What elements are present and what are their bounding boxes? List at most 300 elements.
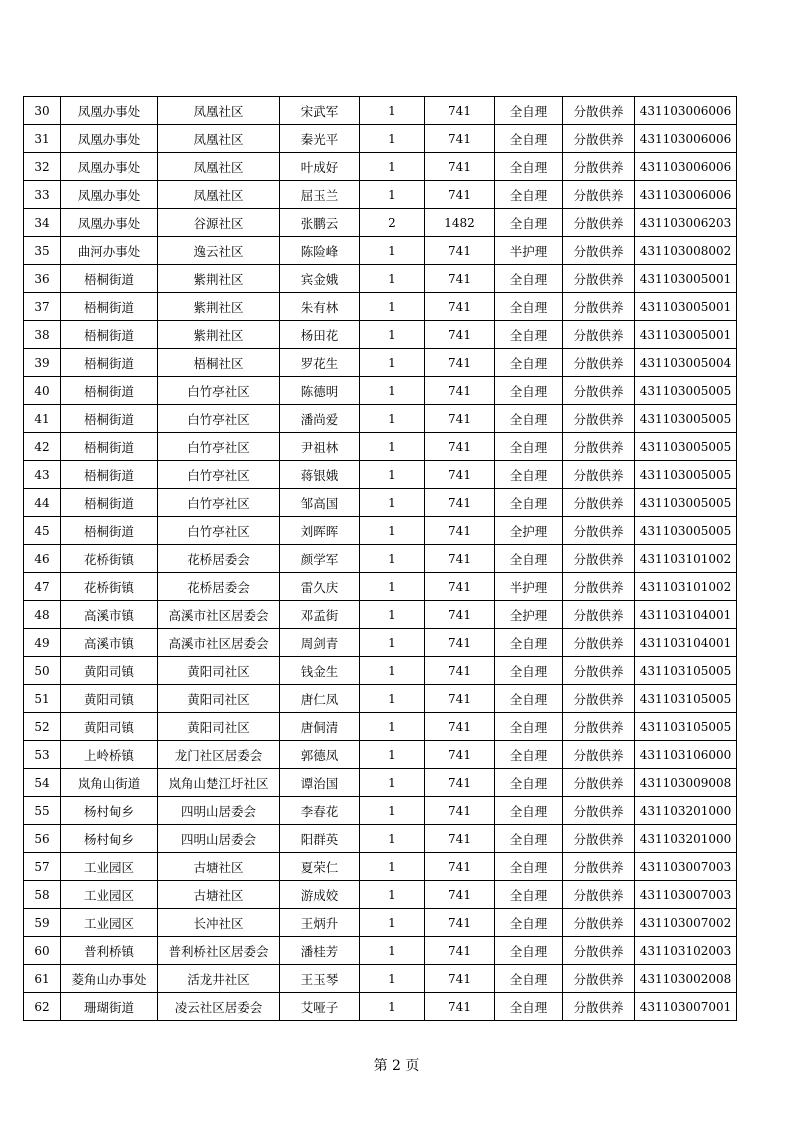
cell-household-count: 1 bbox=[360, 461, 425, 489]
cell-community: 黄阳司社区 bbox=[158, 713, 280, 741]
cell-support-type: 分散供养 bbox=[563, 909, 635, 937]
cell-subdistrict: 梧桐街道 bbox=[61, 405, 158, 433]
cell-support-type: 分散供养 bbox=[563, 293, 635, 321]
cell-support-type: 分散供养 bbox=[563, 825, 635, 853]
cell-household-count: 1 bbox=[360, 237, 425, 265]
cell-row-index: 38 bbox=[24, 321, 61, 349]
cell-row-index: 61 bbox=[24, 965, 61, 993]
cell-area-code: 431103105005 bbox=[635, 657, 737, 685]
cell-subdistrict: 菱角山办事处 bbox=[61, 965, 158, 993]
cell-area-code: 431103106000 bbox=[635, 741, 737, 769]
table-row bbox=[24, 461, 737, 489]
cell-care-level: 全自理 bbox=[495, 713, 563, 741]
cell-community: 古塘社区 bbox=[158, 881, 280, 909]
cell-community: 白竹亭社区 bbox=[158, 461, 280, 489]
cell-amount: 741 bbox=[425, 153, 495, 181]
table-row bbox=[24, 265, 737, 293]
table-row bbox=[24, 937, 737, 965]
cell-amount: 741 bbox=[425, 433, 495, 461]
cell-care-level: 全自理 bbox=[495, 209, 563, 237]
cell-amount: 741 bbox=[425, 657, 495, 685]
cell-person-name: 潘桂芳 bbox=[280, 937, 360, 965]
cell-amount: 741 bbox=[425, 993, 495, 1021]
cell-community: 花桥居委会 bbox=[158, 573, 280, 601]
cell-area-code: 431103005005 bbox=[635, 377, 737, 405]
cell-subdistrict: 凤凰办事处 bbox=[61, 209, 158, 237]
cell-support-type: 分散供养 bbox=[563, 797, 635, 825]
cell-row-index: 34 bbox=[24, 209, 61, 237]
cell-amount: 741 bbox=[425, 713, 495, 741]
cell-area-code: 431103005005 bbox=[635, 405, 737, 433]
cell-household-count: 1 bbox=[360, 769, 425, 797]
table-row bbox=[24, 881, 737, 909]
cell-person-name: 叶成好 bbox=[280, 153, 360, 181]
cell-care-level: 全自理 bbox=[495, 265, 563, 293]
cell-row-index: 53 bbox=[24, 741, 61, 769]
cell-support-type: 分散供养 bbox=[563, 629, 635, 657]
table-row bbox=[24, 909, 737, 937]
cell-care-level: 半护理 bbox=[495, 237, 563, 265]
cell-household-count: 1 bbox=[360, 853, 425, 881]
table-row bbox=[24, 825, 737, 853]
table-row bbox=[24, 713, 737, 741]
cell-subdistrict: 高溪市镇 bbox=[61, 629, 158, 657]
cell-area-code: 431103007003 bbox=[635, 853, 737, 881]
cell-household-count: 1 bbox=[360, 881, 425, 909]
cell-amount: 741 bbox=[425, 629, 495, 657]
table-row bbox=[24, 209, 737, 237]
cell-household-count: 1 bbox=[360, 349, 425, 377]
cell-support-type: 分散供养 bbox=[563, 265, 635, 293]
cell-area-code: 431103104001 bbox=[635, 629, 737, 657]
cell-subdistrict: 曲河办事处 bbox=[61, 237, 158, 265]
cell-amount: 741 bbox=[425, 237, 495, 265]
cell-care-level: 全自理 bbox=[495, 181, 563, 209]
cell-care-level: 全自理 bbox=[495, 853, 563, 881]
cell-care-level: 全自理 bbox=[495, 657, 563, 685]
cell-area-code: 431103005005 bbox=[635, 489, 737, 517]
cell-care-level: 全自理 bbox=[495, 349, 563, 377]
cell-amount: 741 bbox=[425, 741, 495, 769]
cell-amount: 741 bbox=[425, 601, 495, 629]
cell-amount: 741 bbox=[425, 405, 495, 433]
cell-amount: 741 bbox=[425, 573, 495, 601]
cell-care-level: 全自理 bbox=[495, 405, 563, 433]
cell-community: 活龙井社区 bbox=[158, 965, 280, 993]
cell-amount: 741 bbox=[425, 909, 495, 937]
cell-area-code: 431103201000 bbox=[635, 797, 737, 825]
cell-subdistrict: 梧桐街道 bbox=[61, 293, 158, 321]
cell-amount: 741 bbox=[425, 265, 495, 293]
cell-row-index: 32 bbox=[24, 153, 61, 181]
cell-row-index: 57 bbox=[24, 853, 61, 881]
cell-area-code: 431103007002 bbox=[635, 909, 737, 937]
cell-support-type: 分散供养 bbox=[563, 489, 635, 517]
cell-care-level: 全自理 bbox=[495, 321, 563, 349]
table-row bbox=[24, 685, 737, 713]
cell-care-level: 全自理 bbox=[495, 909, 563, 937]
cell-area-code: 431103006006 bbox=[635, 181, 737, 209]
cell-subdistrict: 凤凰办事处 bbox=[61, 125, 158, 153]
cell-subdistrict: 梧桐街道 bbox=[61, 433, 158, 461]
cell-area-code: 431103007003 bbox=[635, 881, 737, 909]
cell-household-count: 1 bbox=[360, 405, 425, 433]
cell-support-type: 分散供养 bbox=[563, 741, 635, 769]
cell-row-index: 52 bbox=[24, 713, 61, 741]
cell-amount: 741 bbox=[425, 293, 495, 321]
table-row bbox=[24, 293, 737, 321]
cell-household-count: 1 bbox=[360, 601, 425, 629]
cell-community: 白竹亭社区 bbox=[158, 433, 280, 461]
table-body bbox=[24, 97, 737, 1021]
cell-care-level: 全自理 bbox=[495, 741, 563, 769]
cell-row-index: 46 bbox=[24, 545, 61, 573]
table-row bbox=[24, 993, 737, 1021]
cell-care-level: 全自理 bbox=[495, 97, 563, 125]
cell-area-code: 431103006006 bbox=[635, 97, 737, 125]
cell-area-code: 431103201000 bbox=[635, 825, 737, 853]
cell-person-name: 潘尚爱 bbox=[280, 405, 360, 433]
cell-care-level: 全自理 bbox=[495, 377, 563, 405]
cell-person-name: 谭治国 bbox=[280, 769, 360, 797]
cell-support-type: 分散供养 bbox=[563, 517, 635, 545]
cell-row-index: 40 bbox=[24, 377, 61, 405]
cell-amount: 741 bbox=[425, 377, 495, 405]
cell-subdistrict: 梧桐街道 bbox=[61, 265, 158, 293]
cell-household-count: 1 bbox=[360, 629, 425, 657]
cell-community: 高溪市社区居委会 bbox=[158, 601, 280, 629]
cell-household-count: 1 bbox=[360, 517, 425, 545]
cell-household-count: 1 bbox=[360, 993, 425, 1021]
cell-community: 凤凰社区 bbox=[158, 153, 280, 181]
table-row bbox=[24, 741, 737, 769]
cell-subdistrict: 高溪市镇 bbox=[61, 601, 158, 629]
table-row bbox=[24, 769, 737, 797]
cell-support-type: 分散供养 bbox=[563, 853, 635, 881]
cell-subdistrict: 梧桐街道 bbox=[61, 349, 158, 377]
cell-person-name: 秦光平 bbox=[280, 125, 360, 153]
cell-care-level: 全自理 bbox=[495, 629, 563, 657]
cell-area-code: 431103006006 bbox=[635, 125, 737, 153]
cell-support-type: 分散供养 bbox=[563, 321, 635, 349]
cell-row-index: 58 bbox=[24, 881, 61, 909]
table-row bbox=[24, 377, 737, 405]
cell-community: 紫荆社区 bbox=[158, 293, 280, 321]
cell-subdistrict: 杨村甸乡 bbox=[61, 825, 158, 853]
cell-care-level: 全自理 bbox=[495, 489, 563, 517]
cell-row-index: 39 bbox=[24, 349, 61, 377]
table-row bbox=[24, 321, 737, 349]
cell-amount: 1482 bbox=[425, 209, 495, 237]
table-row bbox=[24, 97, 737, 125]
cell-care-level: 全自理 bbox=[495, 153, 563, 181]
cell-subdistrict: 梧桐街道 bbox=[61, 321, 158, 349]
table-row bbox=[24, 489, 737, 517]
cell-support-type: 分散供养 bbox=[563, 545, 635, 573]
cell-row-index: 35 bbox=[24, 237, 61, 265]
cell-community: 白竹亭社区 bbox=[158, 517, 280, 545]
cell-row-index: 60 bbox=[24, 937, 61, 965]
beneficiary-table bbox=[23, 96, 737, 1021]
cell-care-level: 全自理 bbox=[495, 881, 563, 909]
cell-subdistrict: 普利桥镇 bbox=[61, 937, 158, 965]
cell-subdistrict: 梧桐街道 bbox=[61, 517, 158, 545]
cell-subdistrict: 岚角山街道 bbox=[61, 769, 158, 797]
cell-row-index: 59 bbox=[24, 909, 61, 937]
cell-support-type: 分散供养 bbox=[563, 937, 635, 965]
cell-person-name: 陈险峰 bbox=[280, 237, 360, 265]
cell-area-code: 431103005005 bbox=[635, 461, 737, 489]
cell-support-type: 分散供养 bbox=[563, 657, 635, 685]
cell-area-code: 431103006006 bbox=[635, 153, 737, 181]
cell-community: 梧桐社区 bbox=[158, 349, 280, 377]
cell-household-count: 1 bbox=[360, 97, 425, 125]
cell-support-type: 分散供养 bbox=[563, 237, 635, 265]
cell-community: 凌云社区居委会 bbox=[158, 993, 280, 1021]
cell-household-count: 1 bbox=[360, 685, 425, 713]
table-row bbox=[24, 349, 737, 377]
table-row bbox=[24, 405, 737, 433]
cell-support-type: 分散供养 bbox=[563, 405, 635, 433]
table-row bbox=[24, 237, 737, 265]
cell-support-type: 分散供养 bbox=[563, 433, 635, 461]
cell-amount: 741 bbox=[425, 825, 495, 853]
table-row bbox=[24, 433, 737, 461]
cell-support-type: 分散供养 bbox=[563, 125, 635, 153]
cell-subdistrict: 凤凰办事处 bbox=[61, 181, 158, 209]
cell-amount: 741 bbox=[425, 349, 495, 377]
cell-care-level: 全自理 bbox=[495, 125, 563, 153]
cell-area-code: 431103002008 bbox=[635, 965, 737, 993]
cell-community: 凤凰社区 bbox=[158, 97, 280, 125]
cell-household-count: 1 bbox=[360, 825, 425, 853]
cell-subdistrict: 黄阳司镇 bbox=[61, 685, 158, 713]
cell-row-index: 31 bbox=[24, 125, 61, 153]
cell-area-code: 431103008002 bbox=[635, 237, 737, 265]
cell-row-index: 30 bbox=[24, 97, 61, 125]
cell-area-code: 431103006203 bbox=[635, 209, 737, 237]
cell-amount: 741 bbox=[425, 965, 495, 993]
cell-subdistrict: 工业园区 bbox=[61, 881, 158, 909]
cell-community: 黄阳司社区 bbox=[158, 657, 280, 685]
cell-community: 凤凰社区 bbox=[158, 181, 280, 209]
cell-area-code: 431103005001 bbox=[635, 265, 737, 293]
cell-support-type: 分散供养 bbox=[563, 881, 635, 909]
cell-person-name: 颜学军 bbox=[280, 545, 360, 573]
cell-support-type: 分散供养 bbox=[563, 993, 635, 1021]
cell-row-index: 43 bbox=[24, 461, 61, 489]
cell-care-level: 全自理 bbox=[495, 293, 563, 321]
table-row bbox=[24, 545, 737, 573]
cell-community: 黄阳司社区 bbox=[158, 685, 280, 713]
cell-person-name: 王炳升 bbox=[280, 909, 360, 937]
cell-community: 高溪市社区居委会 bbox=[158, 629, 280, 657]
cell-area-code: 431103005001 bbox=[635, 321, 737, 349]
cell-row-index: 51 bbox=[24, 685, 61, 713]
cell-care-level: 全自理 bbox=[495, 937, 563, 965]
cell-support-type: 分散供养 bbox=[563, 181, 635, 209]
cell-household-count: 1 bbox=[360, 377, 425, 405]
cell-amount: 741 bbox=[425, 881, 495, 909]
cell-row-index: 41 bbox=[24, 405, 61, 433]
cell-person-name: 张鹏云 bbox=[280, 209, 360, 237]
cell-person-name: 罗花生 bbox=[280, 349, 360, 377]
cell-community: 普利桥社区居委会 bbox=[158, 937, 280, 965]
cell-community: 白竹亭社区 bbox=[158, 489, 280, 517]
cell-household-count: 1 bbox=[360, 433, 425, 461]
cell-row-index: 49 bbox=[24, 629, 61, 657]
cell-row-index: 44 bbox=[24, 489, 61, 517]
cell-care-level: 全自理 bbox=[495, 993, 563, 1021]
cell-community: 白竹亭社区 bbox=[158, 405, 280, 433]
cell-community: 长冲社区 bbox=[158, 909, 280, 937]
cell-care-level: 全自理 bbox=[495, 461, 563, 489]
cell-row-index: 42 bbox=[24, 433, 61, 461]
cell-care-level: 全自理 bbox=[495, 433, 563, 461]
cell-household-count: 1 bbox=[360, 181, 425, 209]
cell-subdistrict: 花桥街镇 bbox=[61, 545, 158, 573]
cell-person-name: 宋武军 bbox=[280, 97, 360, 125]
cell-person-name: 邓孟街 bbox=[280, 601, 360, 629]
cell-person-name: 宾金娥 bbox=[280, 265, 360, 293]
cell-support-type: 分散供养 bbox=[563, 685, 635, 713]
cell-support-type: 分散供养 bbox=[563, 601, 635, 629]
cell-area-code: 431103104001 bbox=[635, 601, 737, 629]
cell-care-level: 全自理 bbox=[495, 825, 563, 853]
cell-area-code: 431103105005 bbox=[635, 713, 737, 741]
cell-support-type: 分散供养 bbox=[563, 461, 635, 489]
cell-subdistrict: 珊瑚街道 bbox=[61, 993, 158, 1021]
cell-person-name: 唐仁凤 bbox=[280, 685, 360, 713]
cell-person-name: 邹高国 bbox=[280, 489, 360, 517]
cell-community: 谷源社区 bbox=[158, 209, 280, 237]
cell-household-count: 1 bbox=[360, 265, 425, 293]
table-row bbox=[24, 629, 737, 657]
cell-amount: 741 bbox=[425, 797, 495, 825]
cell-row-index: 62 bbox=[24, 993, 61, 1021]
cell-person-name: 雷久庆 bbox=[280, 573, 360, 601]
cell-person-name: 陈德明 bbox=[280, 377, 360, 405]
cell-subdistrict: 杨村甸乡 bbox=[61, 797, 158, 825]
cell-amount: 741 bbox=[425, 489, 495, 517]
cell-subdistrict: 梧桐街道 bbox=[61, 377, 158, 405]
cell-community: 逸云社区 bbox=[158, 237, 280, 265]
cell-row-index: 47 bbox=[24, 573, 61, 601]
cell-row-index: 56 bbox=[24, 825, 61, 853]
cell-amount: 741 bbox=[425, 125, 495, 153]
cell-household-count: 1 bbox=[360, 937, 425, 965]
cell-area-code: 431103101002 bbox=[635, 545, 737, 573]
cell-person-name: 阳群英 bbox=[280, 825, 360, 853]
cell-household-count: 1 bbox=[360, 909, 425, 937]
cell-person-name: 唐侗清 bbox=[280, 713, 360, 741]
cell-row-index: 48 bbox=[24, 601, 61, 629]
cell-area-code: 431103005001 bbox=[635, 293, 737, 321]
cell-household-count: 1 bbox=[360, 293, 425, 321]
cell-household-count: 1 bbox=[360, 797, 425, 825]
cell-community: 岚角山楚江圩社区 bbox=[158, 769, 280, 797]
cell-person-name: 杨田花 bbox=[280, 321, 360, 349]
table-row bbox=[24, 181, 737, 209]
cell-area-code: 431103102003 bbox=[635, 937, 737, 965]
cell-care-level: 全自理 bbox=[495, 965, 563, 993]
cell-household-count: 1 bbox=[360, 489, 425, 517]
cell-person-name: 周剑青 bbox=[280, 629, 360, 657]
cell-care-level: 全自理 bbox=[495, 797, 563, 825]
cell-person-name: 王玉琴 bbox=[280, 965, 360, 993]
cell-support-type: 分散供养 bbox=[563, 153, 635, 181]
cell-row-index: 37 bbox=[24, 293, 61, 321]
cell-support-type: 分散供养 bbox=[563, 377, 635, 405]
cell-person-name: 郭德凤 bbox=[280, 741, 360, 769]
cell-area-code: 431103007001 bbox=[635, 993, 737, 1021]
cell-community: 四明山居委会 bbox=[158, 825, 280, 853]
cell-area-code: 431103009008 bbox=[635, 769, 737, 797]
cell-row-index: 50 bbox=[24, 657, 61, 685]
table-row bbox=[24, 601, 737, 629]
cell-care-level: 全自理 bbox=[495, 769, 563, 797]
table-row bbox=[24, 853, 737, 881]
cell-subdistrict: 梧桐街道 bbox=[61, 461, 158, 489]
cell-support-type: 分散供养 bbox=[563, 97, 635, 125]
cell-row-index: 36 bbox=[24, 265, 61, 293]
cell-subdistrict: 凤凰办事处 bbox=[61, 153, 158, 181]
cell-amount: 741 bbox=[425, 545, 495, 573]
cell-subdistrict: 凤凰办事处 bbox=[61, 97, 158, 125]
cell-household-count: 1 bbox=[360, 321, 425, 349]
cell-support-type: 分散供养 bbox=[563, 573, 635, 601]
cell-person-name: 夏荣仁 bbox=[280, 853, 360, 881]
cell-row-index: 55 bbox=[24, 797, 61, 825]
table-row bbox=[24, 965, 737, 993]
cell-area-code: 431103005004 bbox=[635, 349, 737, 377]
cell-support-type: 分散供养 bbox=[563, 713, 635, 741]
cell-amount: 741 bbox=[425, 517, 495, 545]
cell-care-level: 全护理 bbox=[495, 517, 563, 545]
cell-person-name: 朱有林 bbox=[280, 293, 360, 321]
cell-care-level: 全自理 bbox=[495, 685, 563, 713]
cell-person-name: 李春花 bbox=[280, 797, 360, 825]
cell-community: 古塘社区 bbox=[158, 853, 280, 881]
cell-care-level: 全自理 bbox=[495, 545, 563, 573]
cell-row-index: 54 bbox=[24, 769, 61, 797]
table-row bbox=[24, 517, 737, 545]
cell-care-level: 半护理 bbox=[495, 573, 563, 601]
cell-amount: 741 bbox=[425, 321, 495, 349]
cell-household-count: 1 bbox=[360, 657, 425, 685]
cell-person-name: 钱金生 bbox=[280, 657, 360, 685]
cell-subdistrict: 工业园区 bbox=[61, 909, 158, 937]
page-number: 第 2 页 bbox=[373, 1058, 420, 1074]
cell-person-name: 艾哑子 bbox=[280, 993, 360, 1021]
cell-support-type: 分散供养 bbox=[563, 769, 635, 797]
cell-household-count: 1 bbox=[360, 965, 425, 993]
cell-amount: 741 bbox=[425, 461, 495, 489]
cell-person-name: 游成姣 bbox=[280, 881, 360, 909]
cell-community: 龙门社区居委会 bbox=[158, 741, 280, 769]
cell-area-code: 431103105005 bbox=[635, 685, 737, 713]
cell-amount: 741 bbox=[425, 181, 495, 209]
cell-amount: 741 bbox=[425, 97, 495, 125]
cell-subdistrict: 梧桐街道 bbox=[61, 489, 158, 517]
cell-subdistrict: 上岭桥镇 bbox=[61, 741, 158, 769]
cell-area-code: 431103005005 bbox=[635, 433, 737, 461]
cell-row-index: 45 bbox=[24, 517, 61, 545]
cell-subdistrict: 工业园区 bbox=[61, 853, 158, 881]
cell-area-code: 431103101002 bbox=[635, 573, 737, 601]
cell-care-level: 全护理 bbox=[495, 601, 563, 629]
cell-subdistrict: 黄阳司镇 bbox=[61, 713, 158, 741]
